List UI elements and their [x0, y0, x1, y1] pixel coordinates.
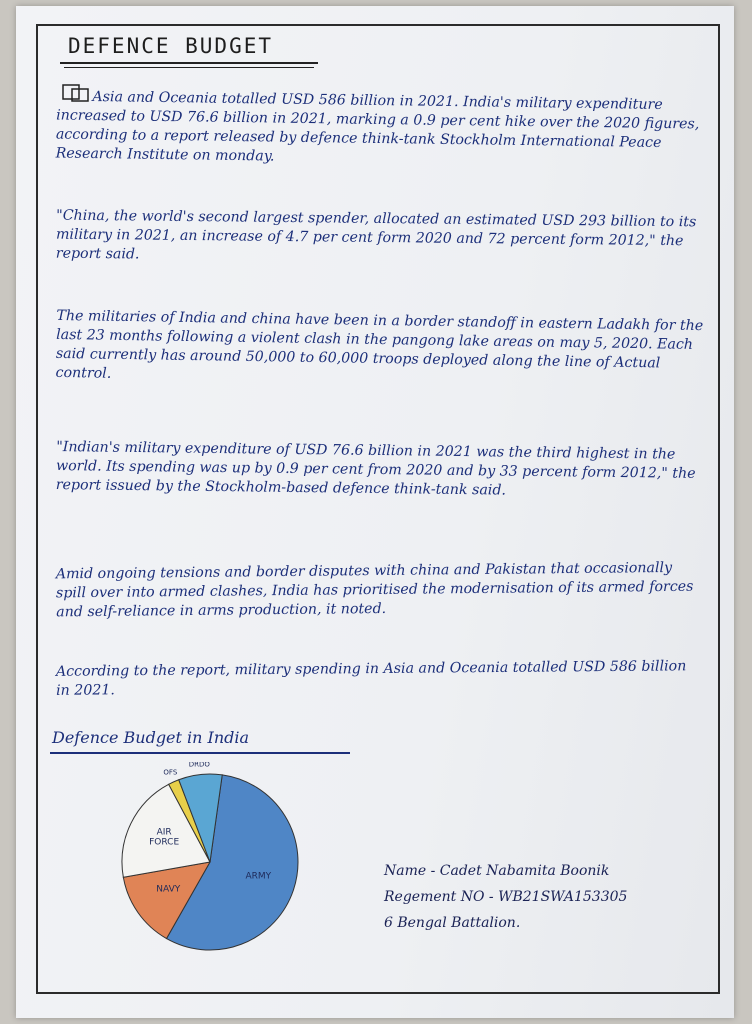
paragraph-3: The militaries of India and china have been in a border standoff in eastern Ladakh for the last 23 months following a violent clash in the pangong lake areas on may 5, 2020. Each said currently has around 50,000 to 60,000 troops deployed along the line of Actual control. — [55, 307, 704, 382]
title-underline-2 — [64, 67, 314, 68]
pie-label-navy: NAVY — [156, 884, 181, 895]
paragraph-5: Amid ongoing tensions and border disputes with china and Pakistan that occasionally spill over into armed clashes, India has prioritised the modernisation of its armed forces and self-reliance in arms production, it noted. — [55, 559, 694, 621]
pie-label-ofs: OFS — [163, 768, 178, 777]
chart-title-underline — [50, 752, 350, 754]
pie-label-air-force: AIR FORCE — [149, 827, 180, 848]
cadet-name: Name - Cadet Nabamita Boonik — [384, 863, 610, 879]
defence-budget-pie-chart — [100, 762, 320, 962]
page-title: DEFENCE BUDGET — [68, 34, 274, 58]
battalion: 6 Bengal Battalion. — [384, 915, 521, 931]
paragraph-4: "Indian's military expenditure of USD 76.6 billion in 2021 was the third highest in the world. Its spending was up by 0.9 per cent from 2020 and by 33 percent form 2012," the report issued by the Stockholm-based defence think-tank said. — [55, 439, 696, 499]
title-underline — [60, 62, 318, 64]
pie-label-army: ARMY — [245, 871, 272, 882]
paragraph-1: Asia and Oceania totalled USD 586 billion in 2021. India's military expenditure increased to USD 76.6 billion in 2021, marking a 0.9 per cent hike over the 2020 figures, according to a report released by defence think-tank Stockholm International Peace Research Institute on monday. — [55, 88, 700, 165]
paragraph-2: "China, the world's second largest spender, allocated an estimated USD 293 billion to its military in 2021, an increase of 4.7 per cent form 2020 and 72 percent form 2012," the report said. — [55, 207, 697, 263]
paragraph-6: According to the report, military spending in Asia and Oceania totalled USD 586 billion in 2021. — [55, 658, 687, 699]
regiment-number: Regement NO - WB21SWA153305 — [384, 889, 628, 905]
signature-block — [384, 858, 627, 936]
pie-label-drdo: DRDO — [188, 762, 210, 769]
chart-title: Defence Budget in India — [52, 728, 250, 747]
